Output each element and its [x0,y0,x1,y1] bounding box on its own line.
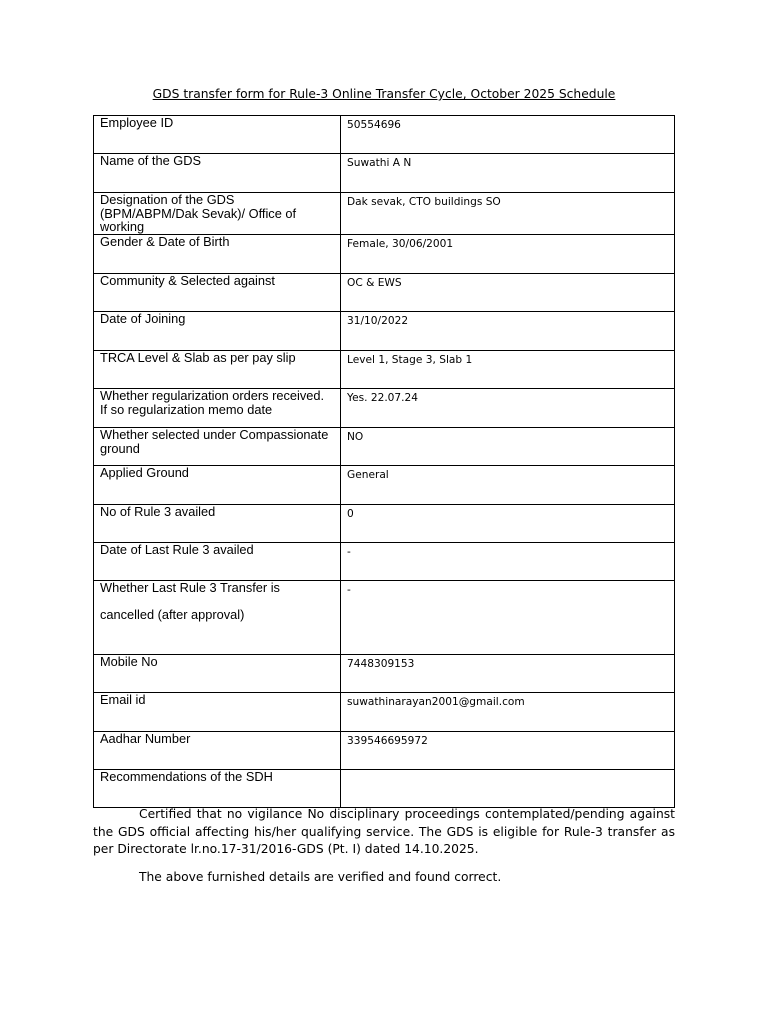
field-value: Suwathi A N [347,157,412,169]
field-value-cell [341,655,675,693]
field-value: Dak sevak, CTO buildings SO [347,196,501,208]
field-value-cell [341,389,675,428]
field-label: Whether regularization orders received. If so regularization memo date [100,388,325,417]
field-value-cell [341,312,675,351]
field-label-cell [94,732,341,770]
field-label: Aadhar Number [100,731,191,746]
field-label-cell [94,389,341,428]
field-label: Recommendations of the SDH [100,769,273,784]
field-value: Yes. 22.07.24 [347,392,419,404]
table-row [94,428,675,466]
table-row [94,543,675,581]
field-value-cell [341,235,675,274]
field-label: Mobile No [100,654,158,669]
field-label-cell [94,428,341,466]
field-value-cell [341,116,675,154]
field-value-cell [341,770,675,808]
field-label: Applied Ground [100,465,189,480]
table-row [94,274,675,312]
table-row [94,466,675,505]
field-label: Name of the GDS [100,153,201,168]
field-value-cell [341,351,675,389]
field-label-cell [94,466,341,505]
field-label: Designation of the GDS (BPM/ABPM/Dak Sevak)/ Office of working [100,192,297,234]
field-value: - [347,584,351,596]
field-label: TRCA Level & Slab as per pay slip [100,350,296,365]
field-label: Employee ID [100,115,174,130]
table-row [94,116,675,154]
certification-paragraph: Certified that no vigilance No disciplinary proceedings contemplated/pending against the GDS official affecting his/her qualifying service. The GDS is eligible for Rule-3 transfer as per Directorate lr.no.17-31/2016-GDS (Pt. I) dated 14.10.2025. [93,807,675,857]
field-value: 7448309153 [347,658,415,670]
field-label-cell [94,154,341,193]
field-value: suwathinarayan2001@gmail.com [347,696,525,708]
field-label: Email id [100,692,146,707]
field-value: Level 1, Stage 3, Slab 1 [347,354,473,366]
field-label: No of Rule 3 availed [100,504,216,519]
field-label-cell [94,351,341,389]
table-row [94,389,675,428]
table-row [94,732,675,770]
verification-statement: The above furnished details are verified and found correct. [139,870,502,884]
field-value-cell [341,581,675,655]
table-row [94,655,675,693]
field-label: Date of Joining [100,311,186,326]
field-label-cell [94,274,341,312]
table-row [94,154,675,193]
field-label-cell [94,312,341,351]
field-value-cell [341,428,675,466]
field-label-cell [94,193,341,235]
field-label-cell [94,543,341,581]
field-label: Whether selected under Compassionate ground [100,427,329,456]
field-label-cell [94,116,341,154]
field-label: Gender & Date of Birth [100,234,230,249]
field-value: OC & EWS [347,277,402,289]
field-label-cell [94,235,341,274]
field-value-cell [341,193,675,235]
table-row [94,505,675,543]
table-row [94,770,675,808]
field-label-cell [94,770,341,808]
table-row [94,235,675,274]
field-label-cell [94,693,341,732]
field-value-cell [341,693,675,732]
field-label-cell [94,505,341,543]
table-row [94,351,675,389]
field-value-cell [341,543,675,581]
field-label: Community & Selected against [100,273,275,288]
field-value: General [347,469,389,481]
table-row [94,193,675,235]
field-label-cell [94,581,341,655]
field-value-cell [341,466,675,505]
field-value-cell [341,274,675,312]
field-value-cell [341,505,675,543]
table-row [94,693,675,732]
field-value: 339546695972 [347,735,428,747]
gds-details-rows [94,116,675,808]
field-value-cell [341,732,675,770]
field-value-cell [341,154,675,193]
field-value: 50554696 [347,119,401,131]
field-value: 31/10/2022 [347,315,409,327]
field-label: Whether Last Rule 3 Transfer is cancelled (after approval) [100,580,280,622]
table-row [94,312,675,351]
field-value: 0 [347,508,354,520]
field-value: NO [347,431,364,443]
field-value: - [347,546,351,558]
field-value [341,770,674,773]
field-value: Female, 30/06/2001 [347,238,454,250]
table-row [94,581,675,655]
field-label-cell [94,655,341,693]
form-title: GDS transfer form for Rule-3 Online Transfer Cycle, October 2025 Schedule [152,87,616,101]
gds-details-table [93,115,675,808]
field-label: Date of Last Rule 3 availed [100,542,254,557]
